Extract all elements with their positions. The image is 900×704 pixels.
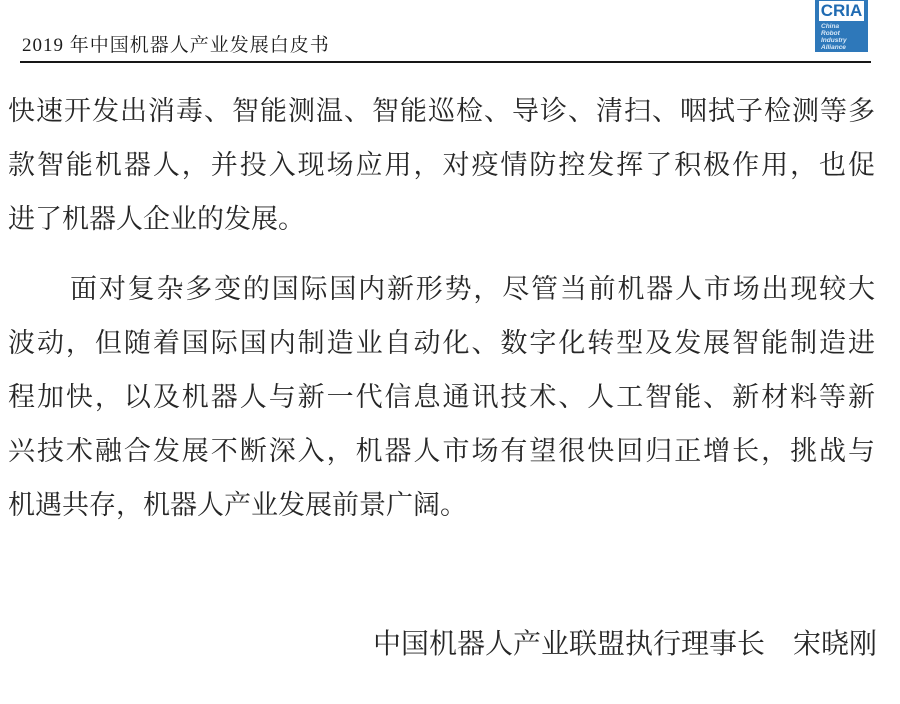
- cria-logo-subtitle-line: Alliance: [821, 44, 846, 51]
- text-line: 面对复杂多变的国际国内新形势，尽管当前机器人市场出现较大: [70, 274, 875, 304]
- cria-logo-subtitle: [821, 23, 847, 51]
- page-header-title: 2019 年中国机器人产业发展白皮书: [22, 35, 330, 56]
- paragraph: [8, 84, 875, 246]
- cria-logo-subtitle-line: China: [821, 23, 840, 30]
- text-line: 机遇共存，机器人产业发展前景广阔。: [8, 490, 467, 520]
- header-rule: [20, 61, 871, 63]
- cria-logo-subtitle-line: Industry: [821, 37, 847, 44]
- text-line: 快速开发出消毒、智能测温、智能巡检、导诊、清扫、咽拭子检测等多: [8, 96, 875, 126]
- text-line: 程加快，以及机器人与新一代信息通讯技术、人工智能、新材料等新: [8, 382, 875, 412]
- signature-line: 中国机器人产业联盟执行理事长 宋晓刚: [372, 629, 877, 660]
- text-line: 款智能机器人，并投入现场应用，对疫情防控发挥了积极作用，也促: [8, 150, 875, 180]
- cria-logo-acronym: CRIA: [820, 1, 863, 20]
- paragraph: [8, 262, 875, 532]
- text-line: 兴技术融合发展不断深入，机器人市场有望很快回归正增长，挑战与: [8, 436, 875, 466]
- text-line: 波动，但随着国际国内制造业自动化、数字化转型及发展智能制造进: [8, 328, 875, 358]
- text-line: 进了机器人企业的发展。: [8, 204, 305, 234]
- cria-logo: [815, 0, 868, 52]
- cria-logo-subtitle-line: Robot: [821, 30, 840, 37]
- body-paragraphs: [8, 84, 875, 532]
